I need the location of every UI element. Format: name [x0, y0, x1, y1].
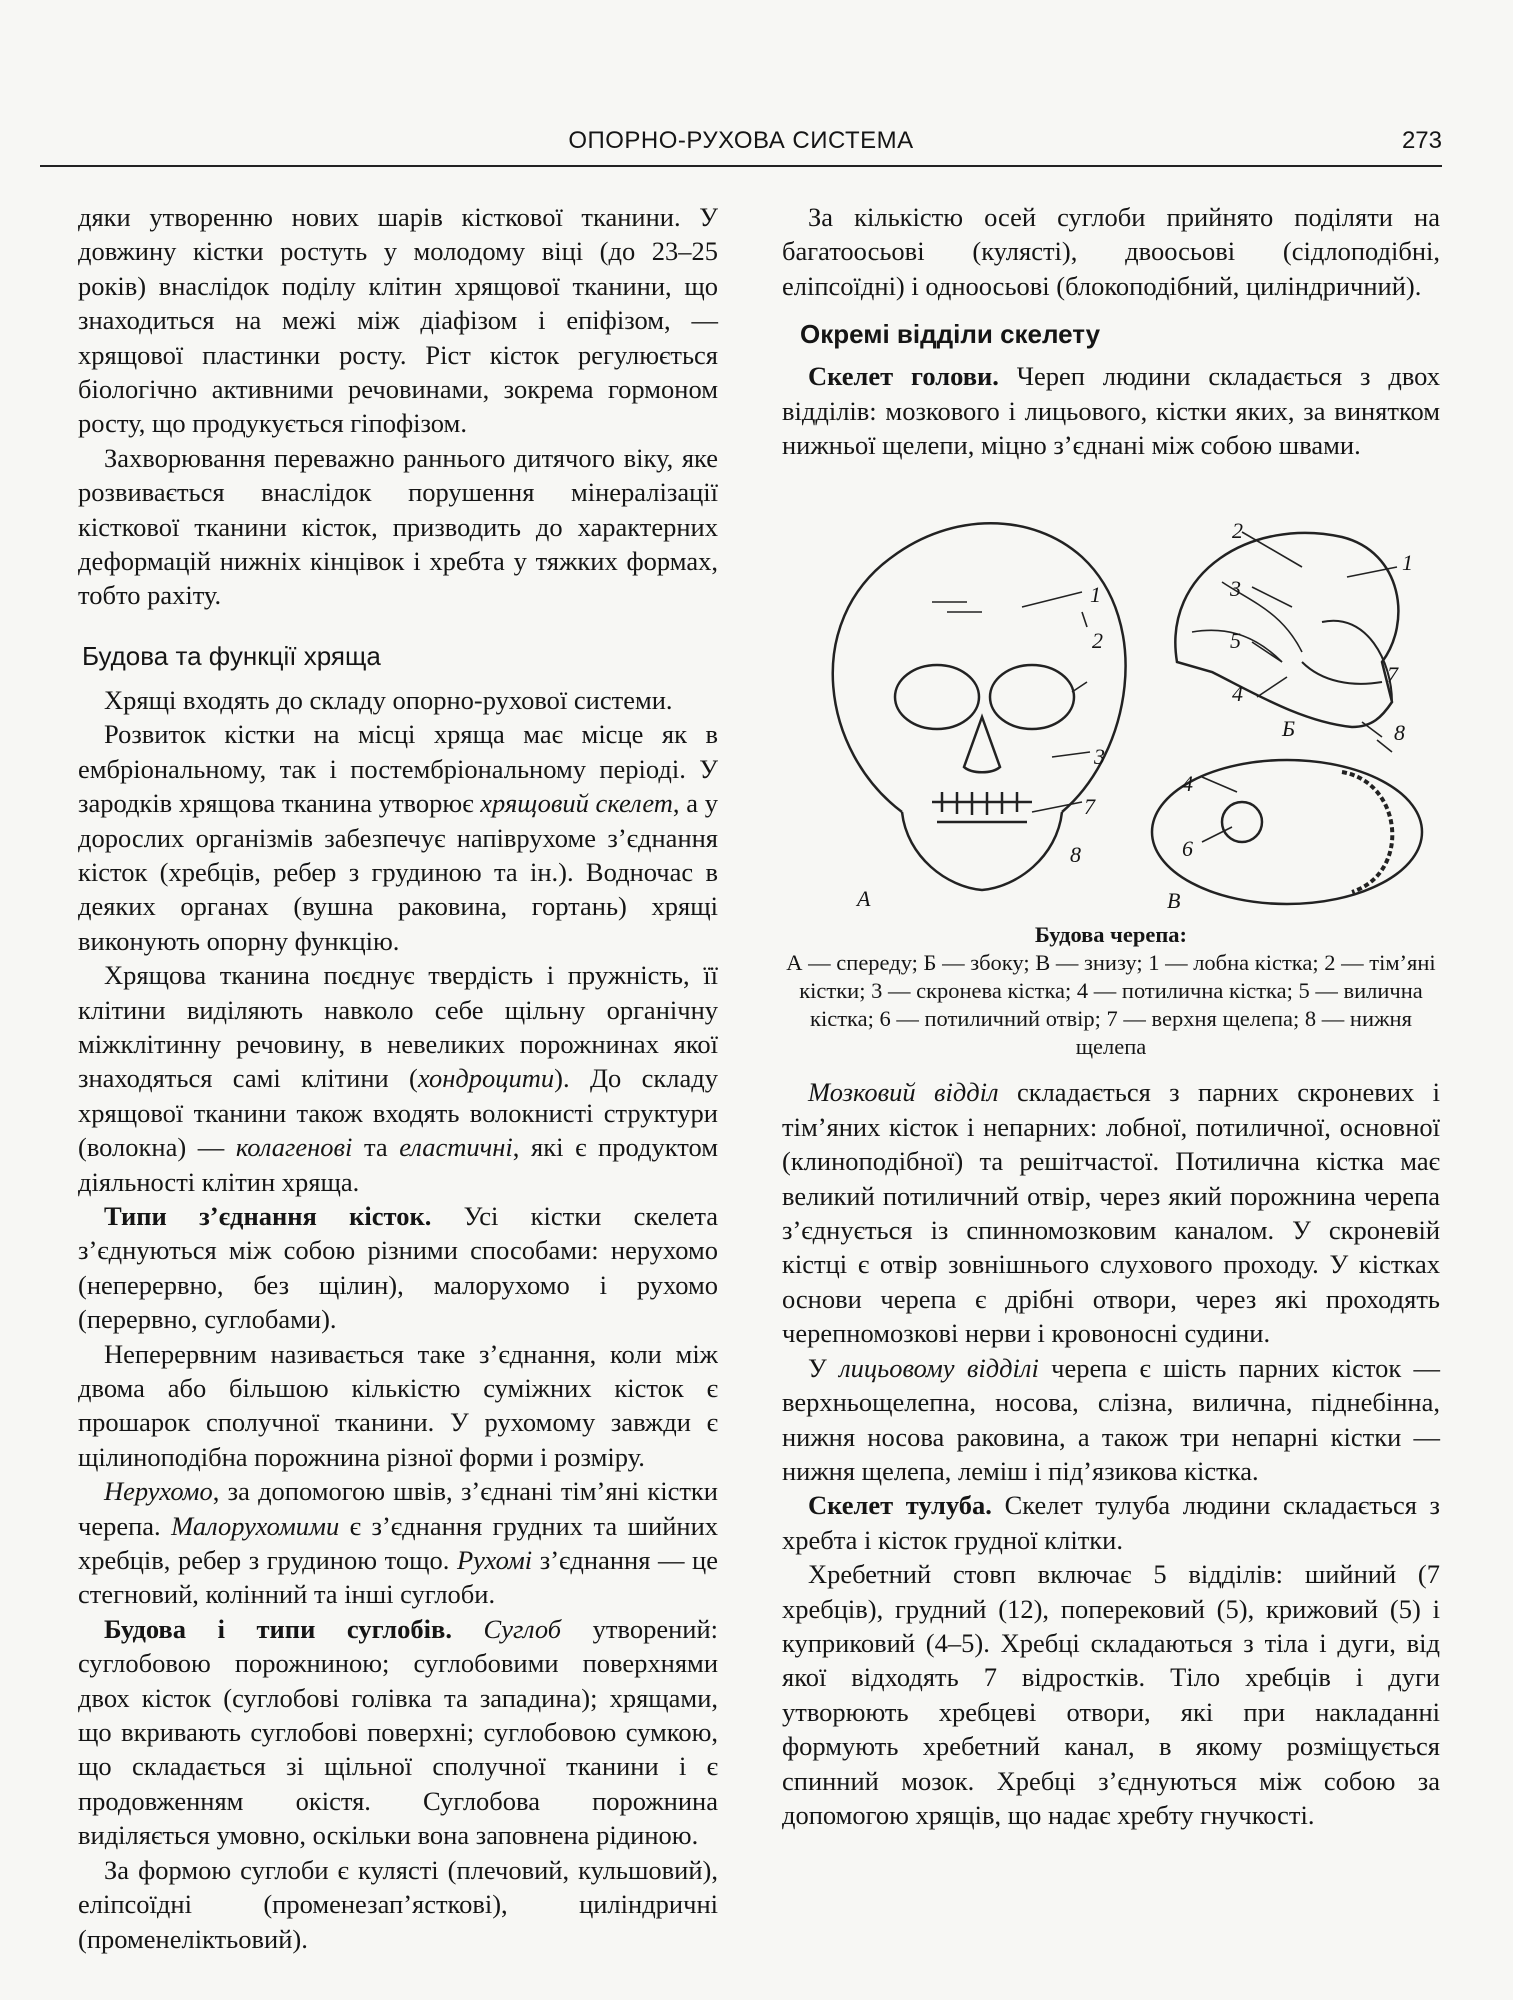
orbit-left [895, 665, 979, 729]
chapter-title: ОПОРНО-РУХОВА СИСТЕМА [568, 127, 914, 154]
page-number: 273 [1401, 127, 1442, 154]
paragraph: Скелет тулуба. Скелет тулуба людини складається з хребта і кісток грудної клітки. [782, 1490, 1440, 1555]
label-5: 5 [1230, 628, 1241, 654]
label-V: В [1167, 888, 1181, 914]
section-heading-skeleton: Окремі відділи скелету [800, 319, 1101, 350]
paragraph: Розвиток кістки на місці хряща має місце як в ембріональному, так і постембріональному періоді. У зародків хрящова тканина утворює хрящовий скелет, а у дорослих організмів забезпечує напіврухоме з’єднання кісток (хребців, ребер з грудиною та ін.). Водночас в деяких органах (вушна раковина, гортань) хрящі виконують опорну функцію. [78, 719, 718, 956]
suture-front [932, 602, 982, 612]
skull-front-outline [833, 524, 1126, 813]
label-8: 8 [1070, 842, 1081, 868]
label-1b: 1 [1402, 550, 1413, 576]
label-7b: 7 [1387, 662, 1398, 688]
label-A: А [857, 886, 871, 912]
term-bold: Скелет голови. [808, 361, 999, 392]
label-4c: 4 [1182, 771, 1193, 797]
caption-title: Будова черепа: [1034, 922, 1188, 948]
skull-side-sutures [1192, 582, 1302, 662]
skull-figure [782, 512, 1440, 917]
paragraph: У лицьовому відділі черепа є шість парних кісток — верхньощелепна, носова, слізна, вилична, піднебінна, нижня носова раковина, а також три непарні кістки — нижня щелепа, леміш і під’язикова кістка. [782, 1352, 1441, 1486]
paragraph: Хрящова тканина поєднує твердість і пружність, її клітини виділяють навколо себе щільну органічну міжклітинну речовину, в невеликих порожнинах якої знаходяться самі клітини (хондроцити). До складу хрящової тканини також входять волокнисті структури (волокна) — колагенові та еластичні, які є продуктом діяльності клітин хряща. [78, 960, 718, 1197]
left-column [78, 200, 718, 1956]
term-bold: Скелет тулуба. [808, 1490, 992, 1521]
section-heading-cartilage: Будова та функції хряща [82, 640, 381, 671]
teeth-upper [932, 792, 1032, 815]
foramen-magnum [1222, 802, 1262, 842]
label-4: 4 [1232, 681, 1243, 707]
paragraph: Хрящі входять до складу опорно-рухової системи. [104, 684, 673, 715]
nasal-cavity [964, 717, 1000, 772]
paragraph: Типи з’єднання кісток. Усі кістки скелета з’єднуються між собою різними способами: нерухомо (неперервно, без щілин), малорухомо і рухомо (перервно, суглобами). [78, 1200, 718, 1335]
paragraph: За формою суглоби є кулясті (плечовий, кульшовий), еліпсоїдні (променезап’ясткові), циліндричні (променеліктьовий). [78, 1854, 718, 1954]
paragraph: За кількістю осей суглоби прийнято поділяти на багатоосьові (кулясті), двоосьові (сідлоподібні, еліпсоїдні) і одноосьові (блокоподібний, циліндричний). [782, 202, 1440, 301]
teeth-arch [1342, 772, 1392, 892]
label-B: Б [1282, 716, 1295, 742]
term-bold: Типи з’єднання кісток. [104, 1200, 432, 1231]
paragraph: Захворювання переважно раннього дитячого віку, яке розвивається внаслідок порушення мінералізації кісткової тканини кісток, призводить до характерних деформацій нижніх кінцівок і хребта у тяжких формах, тобто рахіту. [78, 442, 718, 611]
label-2b: 2 [1232, 518, 1243, 544]
orbit-right [990, 665, 1074, 729]
paragraph: Нерухомо, за допомогою швів, з’єднані тім’яні кістки черепа. Малорухомими є з’єднання грудних та шийних хребців, ребер з грудиною тощо. Рухомі з’єднання — це стегновий, колінний та інші суглоби. [78, 1476, 719, 1610]
term-bold: Будова і типи суглобів. [104, 1613, 452, 1644]
paragraph: Будова і типи суглобів. Суглоб утворений: суглобовою порожниною; суглобовими поверхнями двох кісток (суглобові голівка та западина); хрящами, що вкривають суглобові поверхні; суглобовою сумкою, що складається зі щільної сполучної тканини і є продовженням окістя. Суглобова порожнина виділяється умовно, оскільки вона заповнена рідиною. [78, 1613, 719, 1851]
paragraph: Хребетний стовп включає 5 відділів: шийний (7 хребців), грудний (12), поперековий (5), крижовий (5) і куприковий (4–5). Хребці складаються з тіла і дуги, від якої відходять 7 відростків. Тіло хребців і дуги утворюють хребцеві отвори, які при накладанні формують хребетний канал, в якому розміщується спинний мозок. Хребці з’єднуються між собою за допомогою хрящів, що надає хребту гнучкості. [782, 1559, 1440, 1830]
label-7: 7 [1084, 794, 1095, 820]
label-6: 6 [1182, 836, 1193, 862]
skull-side-face [1302, 621, 1392, 702]
figure-caption [782, 921, 1440, 1061]
label-3b: 3 [1230, 576, 1241, 602]
label-8b: 8 [1394, 720, 1405, 746]
label-1: 1 [1090, 582, 1101, 608]
paragraph: Скелет голови. Череп людини складається з двох відділів: мозкового і лицьового, кістки яких, за винятком нижньої щелепи, міцно з’єднані між собою швами. [782, 361, 1440, 461]
caption-text: А — спереду; Б — збоку; В — знизу; 1 — лобна кістка; 2 — тім’яні кістки; 3 — скронева кістка; 4 — потилична кістка; 5 — вилична кістка; 6 — потиличний отвір; 7 — верхня щелепа; 8 — нижня щелепа [786, 950, 1436, 1060]
label-3: 3 [1094, 744, 1105, 770]
paragraph: Неперервним називається таке з’єднання, коли між двома або більшою кількістю суміжних кісток є прошарок сполучної тканини. У рухомому завжди є щілиноподібна порожнина різної форми і розміру. [78, 1338, 718, 1472]
paragraph: Мозковий відділ складається з парних скроневих і тім’яних кісток і непарних: лобної, потиличної, основної (клиноподібної) та решітчастої. Потилична кістка має великий потиличний отвір, через який порожнина черепа з’єднується із спинномозковим каналом. У скроневій кістці є отвір зовнішнього слухового проходу. У кістках основи черепа є дрібні отвори, через які проходять черепномозкові нерви і кровоносні судини. [782, 1077, 1440, 1349]
right-column [782, 200, 1440, 1832]
skull-front-jaw [902, 812, 1062, 890]
paragraph: дяки утворенню нових шарів кісткової тканини. У довжину кістки ростуть у молодому віці (до 23–25 років) внаслідок поділу клітин хрящової тканини, що знаходиться на межі між діафізом і епіфізом, — хрящової пластинки росту. Ріст кісток регулюється біологічно активними речовинами, зокрема гормоном росту, що продукується гіпофізом. [78, 202, 718, 439]
label-2: 2 [1092, 628, 1103, 654]
running-header [40, 125, 1442, 167]
skull-illustration [782, 512, 1440, 917]
